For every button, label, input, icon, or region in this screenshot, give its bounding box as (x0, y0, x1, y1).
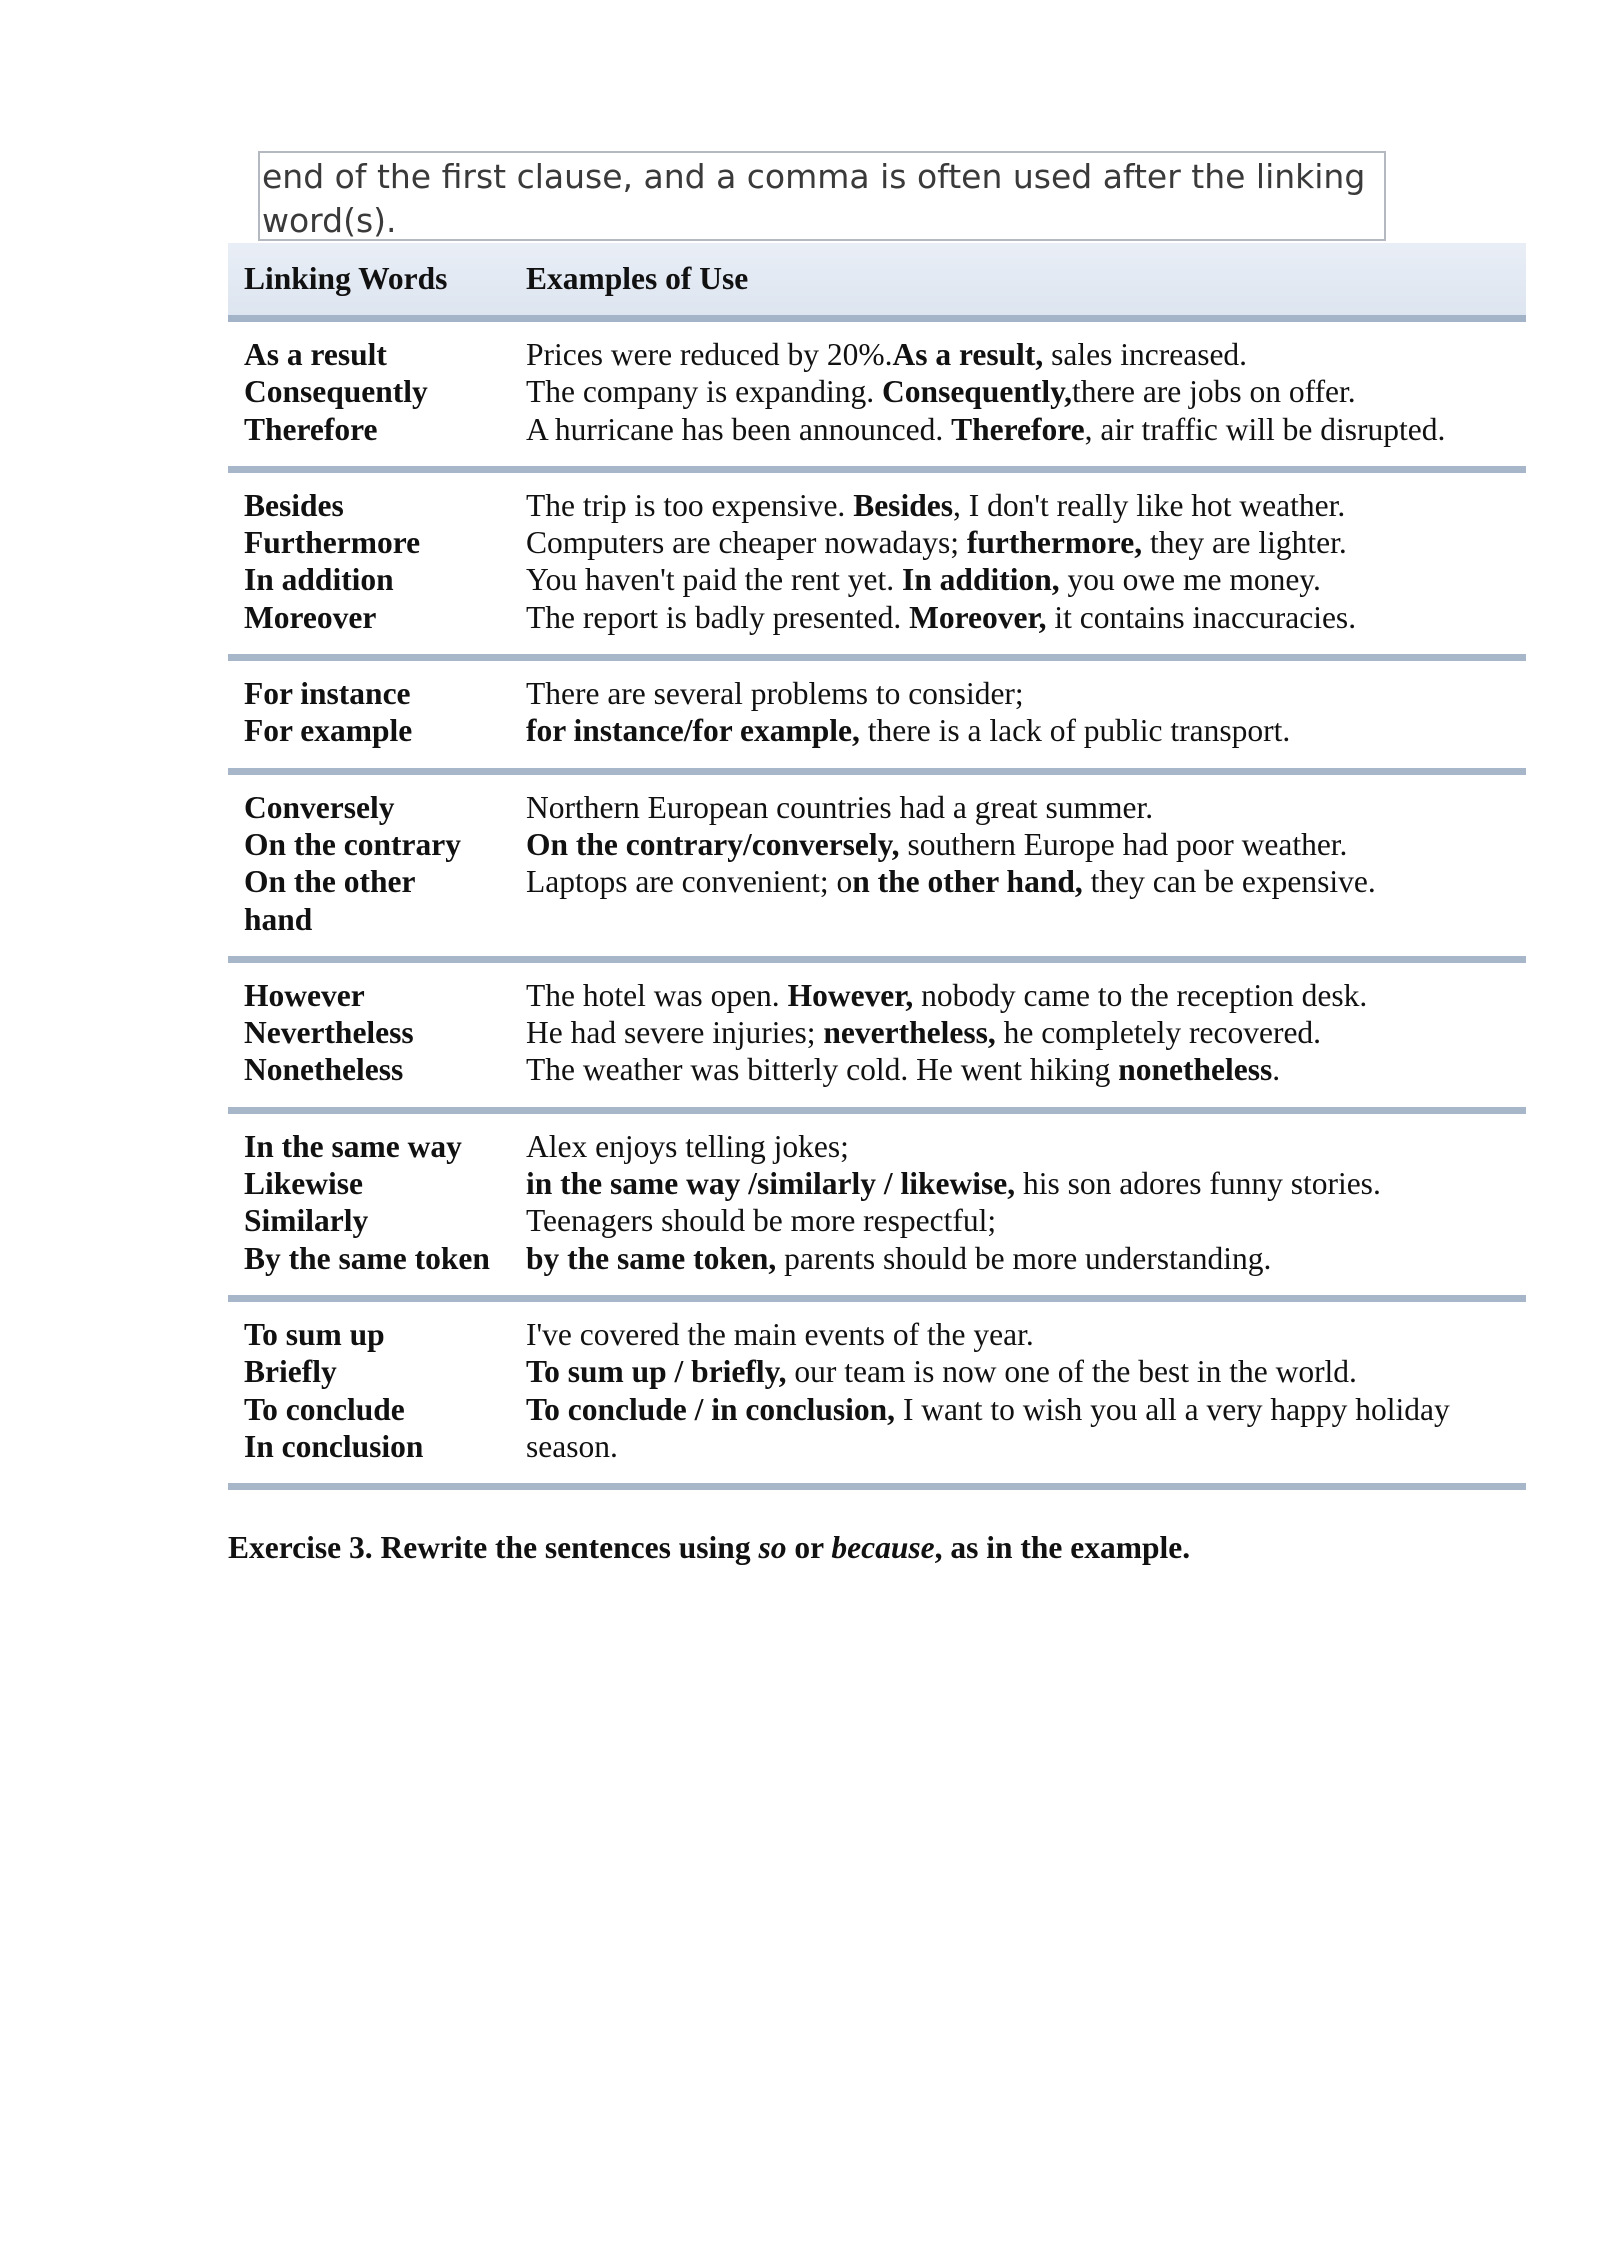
example-text: parents should be more understanding. (776, 1240, 1272, 1276)
example-text: Northern European countries had a great summer. (526, 789, 1154, 825)
linking-word: For example (244, 713, 413, 749)
example-text: He had severe injuries; (526, 1015, 824, 1051)
linking-words-cell (228, 658, 512, 772)
linking-word: By the same token (244, 1240, 490, 1276)
example-text: Laptops are convenient; o (526, 864, 853, 900)
examples-cell (512, 469, 1526, 657)
table-row (228, 959, 1526, 1110)
linking-words-cell (228, 1110, 512, 1298)
example-text: they are lighter. (1142, 525, 1347, 561)
exercise-heading (228, 1530, 1190, 1566)
example-text: The company is expanding. (526, 374, 883, 410)
linking-word: hand (244, 901, 313, 937)
table-row (228, 658, 1526, 772)
example-text: nobody came to the reception desk. (913, 977, 1368, 1013)
linking-word: To sum up (244, 1316, 385, 1352)
example-sentence (526, 712, 1526, 749)
linking-word-highlight: for instance/for example, (526, 713, 860, 749)
linking-word-highlight: nevertheless, (823, 1015, 996, 1051)
linking-word: As a result (244, 337, 387, 372)
example-sentence (526, 561, 1526, 598)
linking-words-cell (228, 959, 512, 1110)
example-text: The hotel was open. (526, 977, 788, 1013)
examples-cell (512, 1110, 1526, 1298)
example-text: Computers are cheaper nowadays; (526, 525, 967, 561)
linking-words-cell (228, 771, 512, 959)
linking-word-highlight: furthermore, (966, 525, 1143, 561)
example-sentence (526, 599, 1526, 636)
linking-word-highlight: Consequently, (882, 374, 1072, 410)
example-sentence (526, 1316, 1526, 1353)
table-row (228, 469, 1526, 657)
linking-word: Briefly (244, 1354, 337, 1390)
example-sentence (526, 1051, 1526, 1088)
linking-word: Likewise (244, 1166, 364, 1202)
linking-word: In the same way (244, 1128, 462, 1164)
linking-word-highlight: in the same way /similarly / likewise, (526, 1166, 1016, 1202)
example-sentence (526, 487, 1526, 524)
linking-word: Besides (244, 487, 344, 523)
example-text: The weather was bitterly cold. He went hiking (526, 1052, 1119, 1088)
example-text: The trip is too expensive. (526, 487, 854, 523)
example-text: A hurricane has been announced. (526, 411, 952, 447)
example-sentence (526, 1353, 1526, 1390)
linking-word-highlight: Therefore (951, 411, 1085, 447)
examples-cell (512, 771, 1526, 959)
linking-word: Therefore (244, 411, 378, 447)
example-sentence (526, 336, 1526, 373)
example-text: they can be expensive. (1082, 864, 1376, 900)
linking-word: Moreover (244, 599, 377, 635)
example-text: you owe me money. (1059, 562, 1321, 598)
example-text: Alex enjoys telling jokes; (526, 1128, 849, 1164)
linking-word: For instance (244, 676, 411, 712)
linking-words-cell (228, 469, 512, 657)
example-text: . (1272, 1052, 1281, 1088)
exercise-keyword: because (831, 1530, 935, 1565)
exercise-text: Exercise 3. Rewrite the sentences using (228, 1530, 759, 1565)
example-text: , I don't really like hot weather. (952, 487, 1346, 523)
table-row (228, 1298, 1526, 1486)
example-text: There are several problems to consider; (526, 676, 1024, 712)
example-sentence (526, 1391, 1526, 1466)
intro-note-line-2: word(s). (262, 201, 397, 240)
linking-word: Consequently (244, 374, 428, 410)
example-text: You haven't paid the rent yet. (526, 562, 903, 598)
linking-words-cell (228, 1298, 512, 1486)
table-header-row (228, 243, 1526, 319)
linking-word-highlight: In addition, (902, 562, 1060, 598)
example-sentence (526, 524, 1526, 561)
linking-word: On the other (244, 864, 416, 900)
intro-note-box (258, 151, 1386, 241)
example-text: it contains inaccuracies. (1046, 599, 1357, 635)
header-linking-words: Linking Words (228, 243, 512, 319)
example-text: southern Europe had poor weather. (899, 826, 1348, 862)
linking-word: Nevertheless (244, 1015, 414, 1051)
example-text: I want to wish you all a very happy holiday season. (526, 1391, 1450, 1464)
example-text: sales increased. (1043, 337, 1248, 372)
example-sentence (526, 1240, 1526, 1277)
linking-word-highlight: Besides (853, 487, 953, 523)
linking-word: To conclude (244, 1391, 405, 1427)
examples-cell (512, 1298, 1526, 1486)
exercise-keyword: so (758, 1530, 787, 1565)
example-sentence (526, 789, 1526, 826)
linking-word: Similarly (244, 1203, 369, 1239)
example-text: our team is now one of the best in the world. (786, 1354, 1357, 1390)
linking-word-highlight: by the same token, (526, 1240, 777, 1276)
examples-cell (512, 658, 1526, 772)
header-examples-of-use: Examples of Use (512, 243, 1526, 319)
linking-word-highlight: Moreover, (909, 599, 1047, 635)
exercise-text: or (786, 1530, 832, 1565)
linking-word-highlight: On the contrary/conversely, (526, 826, 900, 862)
table-row (228, 771, 1526, 959)
linking-word: Nonetheless (244, 1052, 404, 1088)
example-text: he completely recovered. (995, 1015, 1322, 1051)
linking-word: On the contrary (244, 826, 461, 862)
example-sentence (526, 411, 1526, 448)
linking-word: However (244, 977, 365, 1013)
example-sentence (526, 675, 1526, 712)
table-row (228, 1110, 1526, 1298)
example-sentence (526, 1128, 1526, 1165)
linking-words-cell (228, 319, 512, 470)
linking-word-highlight: To sum up / briefly, (526, 1354, 787, 1390)
example-text: there is a lack of public transport. (859, 713, 1291, 749)
example-text: Prices were reduced by 20%. (526, 337, 893, 372)
linking-word: Conversely (244, 789, 395, 825)
table-body (228, 319, 1526, 1487)
table-row (228, 319, 1526, 470)
linking-word-highlight: nonetheless (1118, 1052, 1273, 1088)
example-text: , air traffic will be disrupted. (1084, 411, 1446, 447)
example-text: there are jobs on offer. (1071, 374, 1356, 410)
linking-word-highlight: However, (787, 977, 914, 1013)
linking-word-highlight: To conclude / in conclusion, (526, 1391, 896, 1427)
examples-cell (512, 959, 1526, 1110)
example-text: The report is badly presented. (526, 599, 910, 635)
example-sentence (526, 826, 1526, 863)
example-sentence (526, 1165, 1526, 1202)
example-sentence (526, 373, 1526, 410)
example-sentence (526, 1202, 1526, 1239)
example-text: I've covered the main events of the year. (526, 1316, 1034, 1352)
examples-cell (512, 319, 1526, 470)
intro-note-line-1: end of the first clause, and a comma is often used after the linking (262, 157, 1366, 196)
linking-word: In conclusion (244, 1428, 424, 1464)
linking-word-highlight: n the other hand, (852, 864, 1083, 900)
example-sentence (526, 977, 1526, 1014)
linking-word: In addition (244, 562, 394, 598)
example-text: Teenagers should be more respectful; (526, 1203, 997, 1239)
example-text: his son adores funny stories. (1015, 1166, 1381, 1202)
exercise-text: , as in the example. (934, 1530, 1191, 1565)
example-sentence (526, 1014, 1526, 1051)
linking-words-table (228, 243, 1526, 1490)
example-sentence (526, 863, 1526, 900)
linking-word-highlight: As a result, (892, 337, 1044, 372)
linking-word: Furthermore (244, 525, 421, 561)
